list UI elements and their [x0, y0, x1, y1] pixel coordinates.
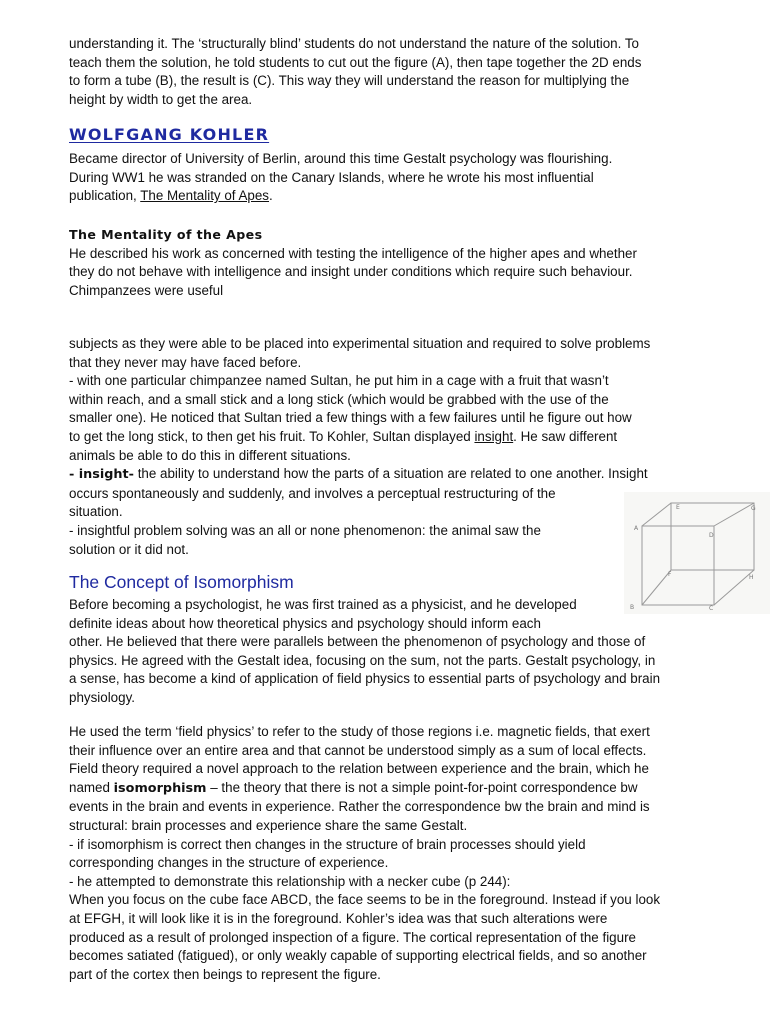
text-line: - with one particular chimpanzee named Sultan, he put him in a cage with a fruit that wasn’t — [69, 373, 609, 389]
text-line: becomes satiated (fatigued), or only weakly capable of supporting electrical fields, and so another — [69, 948, 647, 964]
text-line: other. He believed that there were parallels between the phenomenon of psychology and those of — [69, 634, 646, 650]
text-line: part of the cortex then beings to represent the figure. — [69, 966, 381, 982]
text-line: situation. — [69, 504, 123, 520]
text-line: solution or it did not. — [69, 541, 189, 557]
text-line: height by width to get the area. — [69, 91, 253, 107]
isomorphism-heading: The Concept of Isomorphism — [69, 572, 294, 592]
text-line: During WW1 he was stranded on the Canary Islands, where he wrote his most influential — [69, 169, 594, 185]
mentality-section — [69, 226, 729, 300]
text-line — [69, 779, 729, 799]
isomorphism-bold-term: isomorphism — [113, 780, 207, 796]
text-span: – the theory that there is not a simple point-for-point correspondence bw — [206, 779, 638, 795]
text-line: - if isomorphism is correct then changes in the structure of brain processes should yield — [69, 836, 586, 852]
cube-label-a: A — [634, 525, 639, 532]
text-span: named — [69, 779, 114, 795]
kohler-heading: WOLFGANG KOHLER — [69, 125, 270, 144]
cube-label-h: H — [749, 574, 754, 581]
isomorphism-paragraph-1 — [69, 596, 729, 708]
text-line: subjects as they were able to be placed into experimental situation and required to solve problems — [69, 336, 651, 351]
text-line: smaller one). He noticed that Sultan tried a few things with a few failures until he figure out how — [69, 410, 632, 426]
text-line: definite ideas about how theoretical physics and psychology should inform each — [69, 615, 541, 631]
text-line — [69, 187, 729, 206]
text-line: produced as a result of prolonged inspection of a figure. The cortical representation of the figure — [69, 929, 636, 945]
text-line: He described his work as concerned with testing the intelligence of the higher apes and whether — [69, 245, 637, 261]
text-line: their influence over an entire area and that cannot be understood simply as a sum of local effects. — [69, 742, 647, 758]
text-line: When you focus on the cube face ABCD, the face seems to be in the foreground. Instead if you look — [69, 892, 661, 908]
text-line — [69, 428, 729, 447]
text-line: Field theory required a novel approach to the relation between experience and the brain, which he — [69, 761, 649, 777]
text-line: physics. He agreed with the Gestalt idea, focusing on the sum, not the parts. Gestalt psychology, in — [69, 652, 656, 668]
text-line: a sense, has become a kind of application of field physics to essential parts of psychology and brain — [69, 671, 661, 687]
text-line: - he attempted to demonstrate this relationship with a necker cube (p 244): — [69, 873, 511, 889]
cube-edge — [714, 503, 754, 526]
text-line: - insightful problem solving was an all or none phenomenon: the animal saw the — [69, 522, 541, 538]
text-line: understanding it. The ‘structurally blind’ students do not understand the nature of the solution. To — [69, 36, 639, 51]
text-line: that they never may have faced before. — [69, 354, 302, 370]
text-line: He used the term ‘field physics’ to refer to the study of those regions i.e. magnetic fields, that exert — [69, 724, 650, 739]
text-line: Became director of University of Berlin, around this time Gestalt psychology was flourishing. — [69, 151, 613, 166]
isomorphism-paragraph-2 — [69, 723, 729, 984]
text-line: they do not behave with intelligence and insight under conditions which require such behaviour. — [69, 264, 633, 280]
text-line: structural: brain processes and experience share the same Gestalt. — [69, 817, 468, 833]
text-line: to form a tube (B), the result is (C). This way they will understand the reason for multiplying the — [69, 73, 630, 89]
cube-label-c: C — [709, 605, 714, 612]
text-line: teach them the solution, he told students to cut out the figure (A), then tape together the 2D ends — [69, 54, 642, 70]
cube-front-face — [642, 526, 714, 605]
cube-label-g: G — [751, 505, 756, 512]
text-span: to get the long stick, to then get his fruit. To Kohler, Sultan displayed — [69, 428, 475, 444]
intro-paragraph — [69, 35, 729, 109]
insight-term: insight — [474, 428, 514, 444]
text-line — [69, 465, 729, 485]
text-span: . He saw different — [513, 428, 618, 444]
text-span: publication, — [69, 188, 141, 204]
mentality-heading: The Mentality of the Apes — [69, 227, 263, 242]
text-line: at EFGH, it will look like it is in the foreground. Kohler’s idea was that such alterations were — [69, 910, 608, 926]
text-line: occurs spontaneously and suddenly, and involves a perceptual restructuring of the — [69, 485, 556, 501]
cube-label-f: F — [668, 571, 672, 578]
cube-label-e: E — [676, 504, 680, 511]
cube-label-b: B — [630, 604, 635, 611]
text-line: Before becoming a psychologist, he was first trained as a physicist, and he developed — [69, 597, 577, 612]
text-line: animals be able to do this in different situations. — [69, 447, 351, 463]
kohler-paragraph — [69, 150, 729, 206]
text-line: physiology. — [69, 689, 135, 705]
text-line: Chimpanzees were useful — [69, 282, 224, 298]
text-line: within reach, and a small stick and a long stick (which would be grabbed with the use of the — [69, 391, 609, 407]
text-span: . — [269, 188, 273, 204]
book-title: The Mentality of Apes — [140, 188, 270, 204]
insight-bold-term: - insight- — [69, 467, 134, 483]
text-span: the ability to understand how the parts of a situation are related to one another. Insight — [133, 466, 648, 482]
cube-edge — [642, 503, 671, 526]
text-line: corresponding changes in the structure of experience. — [69, 855, 389, 871]
text-line: events in the brain and events in experience. Rather the correspondence bw the brain and mind is — [69, 799, 650, 815]
cube-label-d: D — [709, 532, 714, 539]
